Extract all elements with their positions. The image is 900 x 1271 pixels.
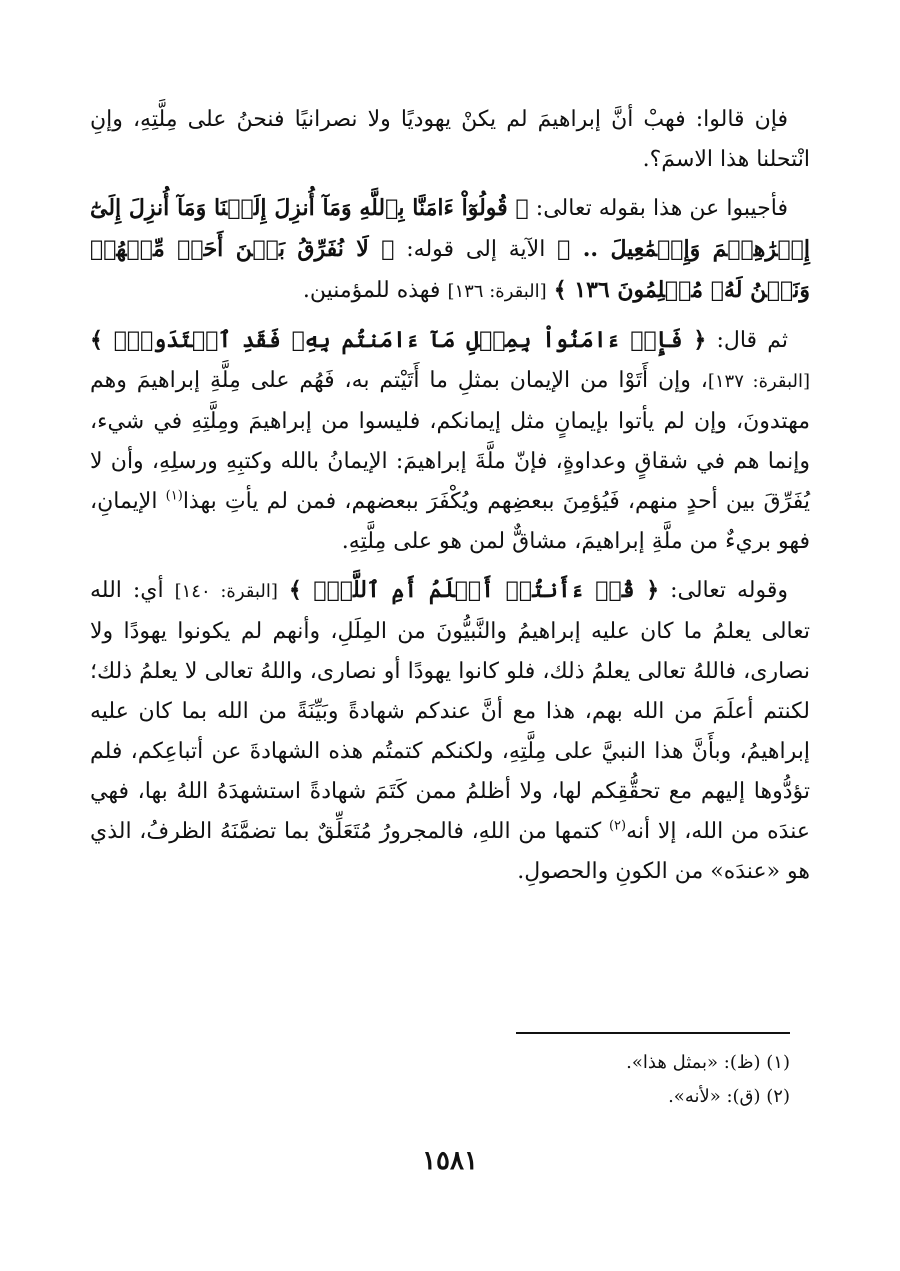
paragraph-1-text: فإن قالوا: فهبْ أنَّ إبراهيمَ لم يكنْ يهوديًا ولا نصرانيًا فنحنُ على مِلَّتِهِ، وإنِ انْتحلنا هذا الاسمَ؟. (90, 107, 810, 172)
paragraph-2-outro: فهذه للمؤمنين. (302, 278, 441, 303)
quran-verse: ﴿ لَا نُفَرِّقُ بَيۡنَ أَحَدٖ مِّنۡهُمۡ وَنَحۡنُ لَهُۥ مُسۡلِمُونَ ١٣٦ ﴾ (90, 236, 810, 303)
verse-reference: [البقرة: ١٣٦] (447, 281, 547, 302)
verse-reference: [البقرة: ١٤٠] (174, 581, 278, 602)
footnote-marker: (٢) (608, 818, 627, 834)
verse-reference: [البقرة: ١٣٧] (707, 371, 810, 392)
paragraph-3-text-end: الإيمانِ، فهو بريءٌ من ملَّةِ إبراهيمَ، مشاقٌّ لمن هو على مِلَّتِهِ. (90, 489, 810, 554)
quran-verse: ﴿ قُولُوٓاْ ءَامَنَّا بِٱللَّهِ وَمَآ أُنزِلَ إِلَيۡنَا وَمَآ أُنزِلَ إِلَىٰٓ إِبۡرَٰهِـۧمَ وَإِسۡمَٰعِيلَ .. ﴾ (90, 195, 810, 262)
main-text (90, 100, 810, 900)
footnote-2: (٢) (ق): «لأنه». (668, 1086, 790, 1107)
paragraph-3-text: ، وإن أَتَوْا من الإيمان بمثلِ ما أَتَيْتم به، فَهُم على مِلَّةِ إبراهيمَ وهم مهتدونَ، وإن لم يأتوا بإيمانٍ مثل إيمانكم، فليسوا من إبراهيمَ ومِلَّتِهِ في شيء، وإنما هم في شقاقٍ وعداوةٍ، فإنّ ملَّةَ إبراهيمَ: الإيمانُ بالله وكتبِهِ ورسلِهِ، وأن لا يُفَرِّقَ بين أحدٍ منهم، فَيُؤمِنَ ببعضِهم ويُكْفَرَ ببعضهم، فمن لم يأتِ بهذا (90, 368, 810, 514)
paragraph-4 (90, 570, 810, 892)
paragraph-3-intro: ثم قال: (716, 328, 788, 353)
footnote-marker: (١) (165, 488, 183, 504)
paragraph-2-mid: الآية إلى قوله: (406, 237, 546, 262)
paragraph-4-text: أي: الله تعالى يعلمُ ما كان عليه إبراهيمُ والنَّبيُّونَ من المِلَلِ، وأنهم لم يكونوا يهودًا ولا نصارى، فاللهُ تعالى يعلمُ ذلك، فلو كانوا يهودًا أو نصارى، واللهُ تعالى لا يعلمُ ذلك؛ لكنتم أعلَمَ من الله بهم، هذا مع أنَّ عندكم شهادةً وبَيِّنَةً من الله بما كان عليه إبراهيمُ، وبأَنَّ هذا النبيَّ على مِلَّتِهِ، ولكنكم كتمتُم هذه الشهادةَ عن أتباعِكم، فلم تؤدُّوها إليهم مع تحقُّقِكم لها، ولا أظلمُ ممن كَتَمَ شهادةً استشهدَهُ اللهُ بها، فهي عندَه من الله، إلا أنه (90, 578, 810, 844)
page-number: ١٥٨١ (422, 1146, 478, 1176)
paragraph-4-text-end: كتمها من اللهِ، فالمجرورُ مُتَعَلِّقٌ بما تضمَّنَهُ الظرفُ، الذي هو «عندَه» من الكونِ والحصولِ. (90, 819, 810, 884)
paragraph-3 (90, 320, 810, 562)
quran-verse: ﴿ قُلۡ ءَأَنتُمۡ أَعۡلَمُ أَمِ ٱللَّهُۗ ﴾ (288, 577, 660, 603)
paragraph-4-intro: وقوله تعالى: (670, 578, 788, 603)
paragraph-1 (90, 100, 810, 180)
quran-verse: ﴿ فَإِنۡ ءَامَنُواْ بِمِثۡلِ مَآ ءَامَنتُم بِهِۦ فَقَدِ ٱهۡتَدَواْۖ ﴾ (90, 327, 707, 353)
paragraph-2 (90, 188, 810, 312)
footnote-divider (516, 1032, 790, 1034)
footnotes (90, 1046, 790, 1114)
paragraph-2-intro: فأجيبوا عن هذا بقوله تعالى: (535, 196, 788, 221)
footnote-1: (١) (ظ): «بمثل هذا». (626, 1052, 790, 1073)
